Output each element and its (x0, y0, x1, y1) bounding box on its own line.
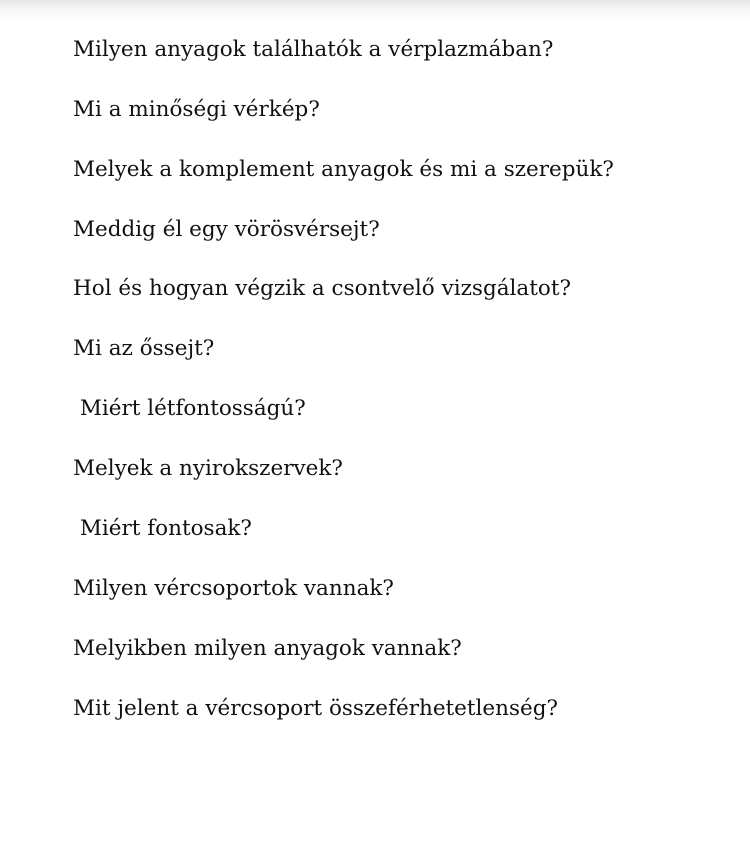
question-line: Melyek a komplement anyagok és mi a szerepük? (73, 157, 614, 182)
question-line: Miért fontosak? (73, 516, 252, 541)
question-line: Miért létfontosságú? (73, 396, 306, 421)
question-line: Melyek a nyirokszervek? (73, 456, 343, 481)
question-line: Melyikben milyen anyagok vannak? (73, 636, 462, 661)
question-line: Mi az őssejt? (73, 336, 215, 361)
question-line: Hol és hogyan végzik a csontvelő vizsgálatot? (73, 276, 571, 301)
question-line: Milyen vércsoportok vannak? (73, 576, 394, 601)
question-line: Meddig él egy vörösvérsejt? (73, 217, 380, 242)
question-line: Mit jelent a vércsoport összeférhetetlenség? (73, 696, 559, 721)
question-line: Mi a minőségi vérkép? (73, 97, 320, 122)
question-line: Milyen anyagok találhatók a vérplazmában? (73, 37, 554, 62)
